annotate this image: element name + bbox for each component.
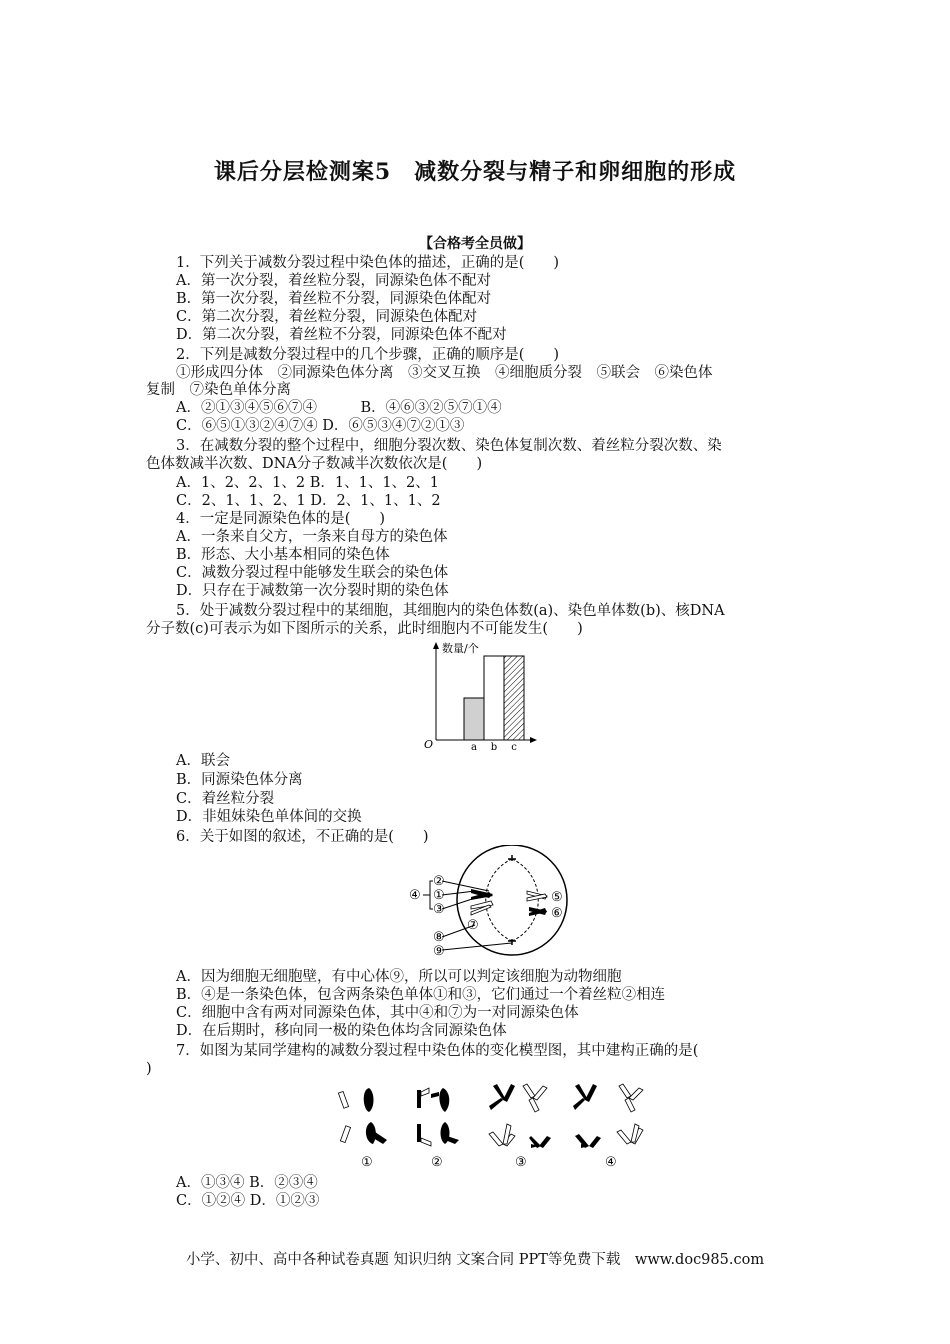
q5-option-a: A．联会 xyxy=(176,753,230,769)
pointer-9 xyxy=(442,943,512,950)
question-1: 1．下列关于减数分裂过程中染色体的描述，正确的是( ) xyxy=(176,255,560,271)
x-axis-arrow xyxy=(530,737,537,743)
question-7: 7．如图为某同学建构的减数分裂过程中染色体的变化模型图，其中建构正确的是( xyxy=(176,1043,699,1059)
chromosome-6 xyxy=(529,907,547,916)
cell-label-6: ⑥ xyxy=(551,906,563,921)
bar-chart xyxy=(420,640,550,752)
q3-options-cd: C．2、1、1、2、1 D．2、1、1、1、2 xyxy=(176,493,441,509)
chromosome-5 xyxy=(527,891,547,901)
q7-options-cd: C．①②④ D．①②③ xyxy=(176,1193,320,1209)
tick-label-a: a xyxy=(471,742,477,752)
page-footer: 小学、初中、高中各种试卷真题 知识归纳 文案合同 PPT等免费下载 www.doc985.com xyxy=(185,1252,765,1268)
q5-option-b: B．同源染色体分离 xyxy=(176,772,303,788)
bar-a xyxy=(464,698,484,740)
page-title: 课后分层检测案5 减数分裂与精子和卵细胞的形成 xyxy=(213,159,737,185)
cell-label-5: ⑤ xyxy=(551,890,563,905)
question-3: 3．在减数分裂的整个过程中，细胞分裂次数、染色体复制次数、着丝粒分裂次数、染 xyxy=(176,438,722,454)
cell-label-1: ① xyxy=(433,888,445,903)
q2-options-cd: C．⑥⑤①③②④⑦④ D．⑥⑤③④⑦②①③ xyxy=(176,418,465,434)
y-axis-arrow xyxy=(433,642,439,649)
cell-diagram xyxy=(405,845,585,963)
q4-option-d: D．只存在于减数第一次分裂时期的染色体 xyxy=(176,583,449,599)
question-6: 6．关于如图的叙述，不正确的是( ) xyxy=(176,829,429,845)
model-1 xyxy=(338,1088,387,1144)
q1-option-c: C．第二次分裂，着丝粒分裂，同源染色体配对 xyxy=(176,309,478,325)
q2-steps: ①形成四分体 ②同源染色体分离 ③交叉互换 ④细胞质分裂 ⑤联会 ⑥染色体 xyxy=(176,365,713,381)
question-7-cont: ) xyxy=(146,1061,152,1077)
model-3 xyxy=(489,1084,551,1148)
pointer-3 xyxy=(442,898,475,909)
tick-label-c: c xyxy=(511,742,517,752)
section-heading: 【合格考全员做】 xyxy=(419,236,531,252)
y-axis-label: 数量/个 xyxy=(442,642,479,655)
q1-option-b: B．第一次分裂，着丝粒不分裂，同源染色体配对 xyxy=(176,291,492,307)
model-label-2: ② xyxy=(431,1155,443,1170)
model-label-3: ③ xyxy=(515,1155,527,1170)
cell-label-8: ⑧ xyxy=(433,930,445,945)
cell-label-3: ③ xyxy=(433,902,445,917)
q6-option-c: C．细胞中含有两对同源染色体，其中④和⑦为一对同源染色体 xyxy=(176,1005,579,1021)
question-2: 2．下列是减数分裂过程中的几个步骤，正确的顺序是( ) xyxy=(176,347,560,363)
origin-label: O xyxy=(424,738,434,751)
q6-option-a: A．因为细胞无细胞壁，有中心体⑨，所以可以判定该细胞为动物细胞 xyxy=(176,969,622,985)
cell-label-2: ② xyxy=(433,874,445,889)
bar-b xyxy=(484,656,504,740)
question-5-cont: 分子数(c)可表示为如下图所示的关系，此时细胞内不可能发生( ) xyxy=(146,621,583,637)
model-label-4: ④ xyxy=(605,1155,617,1170)
question-5: 5．处于减数分裂过程中的某细胞，其细胞内的染色体数(a)、染色单体数(b)、核DNA xyxy=(176,603,725,619)
cell-label-7: ⑦ xyxy=(467,918,479,933)
question-4: 4．一定是同源染色体的是( ) xyxy=(176,511,386,527)
q5-option-d: D．非姐妹染色单体间的交换 xyxy=(176,809,362,825)
chromosome-7 xyxy=(471,901,493,915)
q5-option-c: C．着丝粒分裂 xyxy=(176,791,275,807)
q6-option-b: B．④是一条染色体，包含两条染色单体①和③，它们通过一个着丝粒②相连 xyxy=(176,987,666,1003)
q2-steps-cont: 复制 ⑦染色单体分离 xyxy=(146,382,291,398)
model-4 xyxy=(573,1084,643,1148)
cell-label-9: ⑨ xyxy=(433,944,445,959)
pointer-2 xyxy=(442,881,489,891)
model-label-1: ① xyxy=(361,1155,373,1170)
cell-label-4: ④ xyxy=(409,888,421,903)
q6-option-d: D．在后期时，移向同一极的染色体均含同源染色体 xyxy=(176,1023,507,1039)
bar-c xyxy=(504,656,524,740)
q4-option-b: B．形态、大小基本相同的染色体 xyxy=(176,547,390,563)
q7-options-ab: A．①③④ B．②③④ xyxy=(176,1175,318,1191)
model-2 xyxy=(417,1088,459,1146)
pointer-1 xyxy=(442,891,475,895)
chromosome-model-figure xyxy=(335,1080,655,1172)
tick-label-b: b xyxy=(490,742,498,752)
q1-option-d: D．第二次分裂，着丝粒不分裂，同源染色体不配对 xyxy=(176,327,507,343)
q4-option-a: A．一条来自父方，一条来自母方的染色体 xyxy=(176,529,448,545)
q1-option-a: A．第一次分裂，着丝粒分裂，同源染色体不配对 xyxy=(176,273,491,289)
q2-options-ab: A．②①③④⑤⑥⑦④ B．④⑥③②⑤⑦①④ xyxy=(176,400,502,416)
q4-option-c: C．减数分裂过程中能够发生联会的染色体 xyxy=(176,565,449,581)
question-3-cont: 色体数减半次数、DNA分子数减半次数依次是( ) xyxy=(146,456,483,472)
q3-options-ab: A．1、2、2、1、2 B．1、1、1、2、1 xyxy=(176,475,439,491)
